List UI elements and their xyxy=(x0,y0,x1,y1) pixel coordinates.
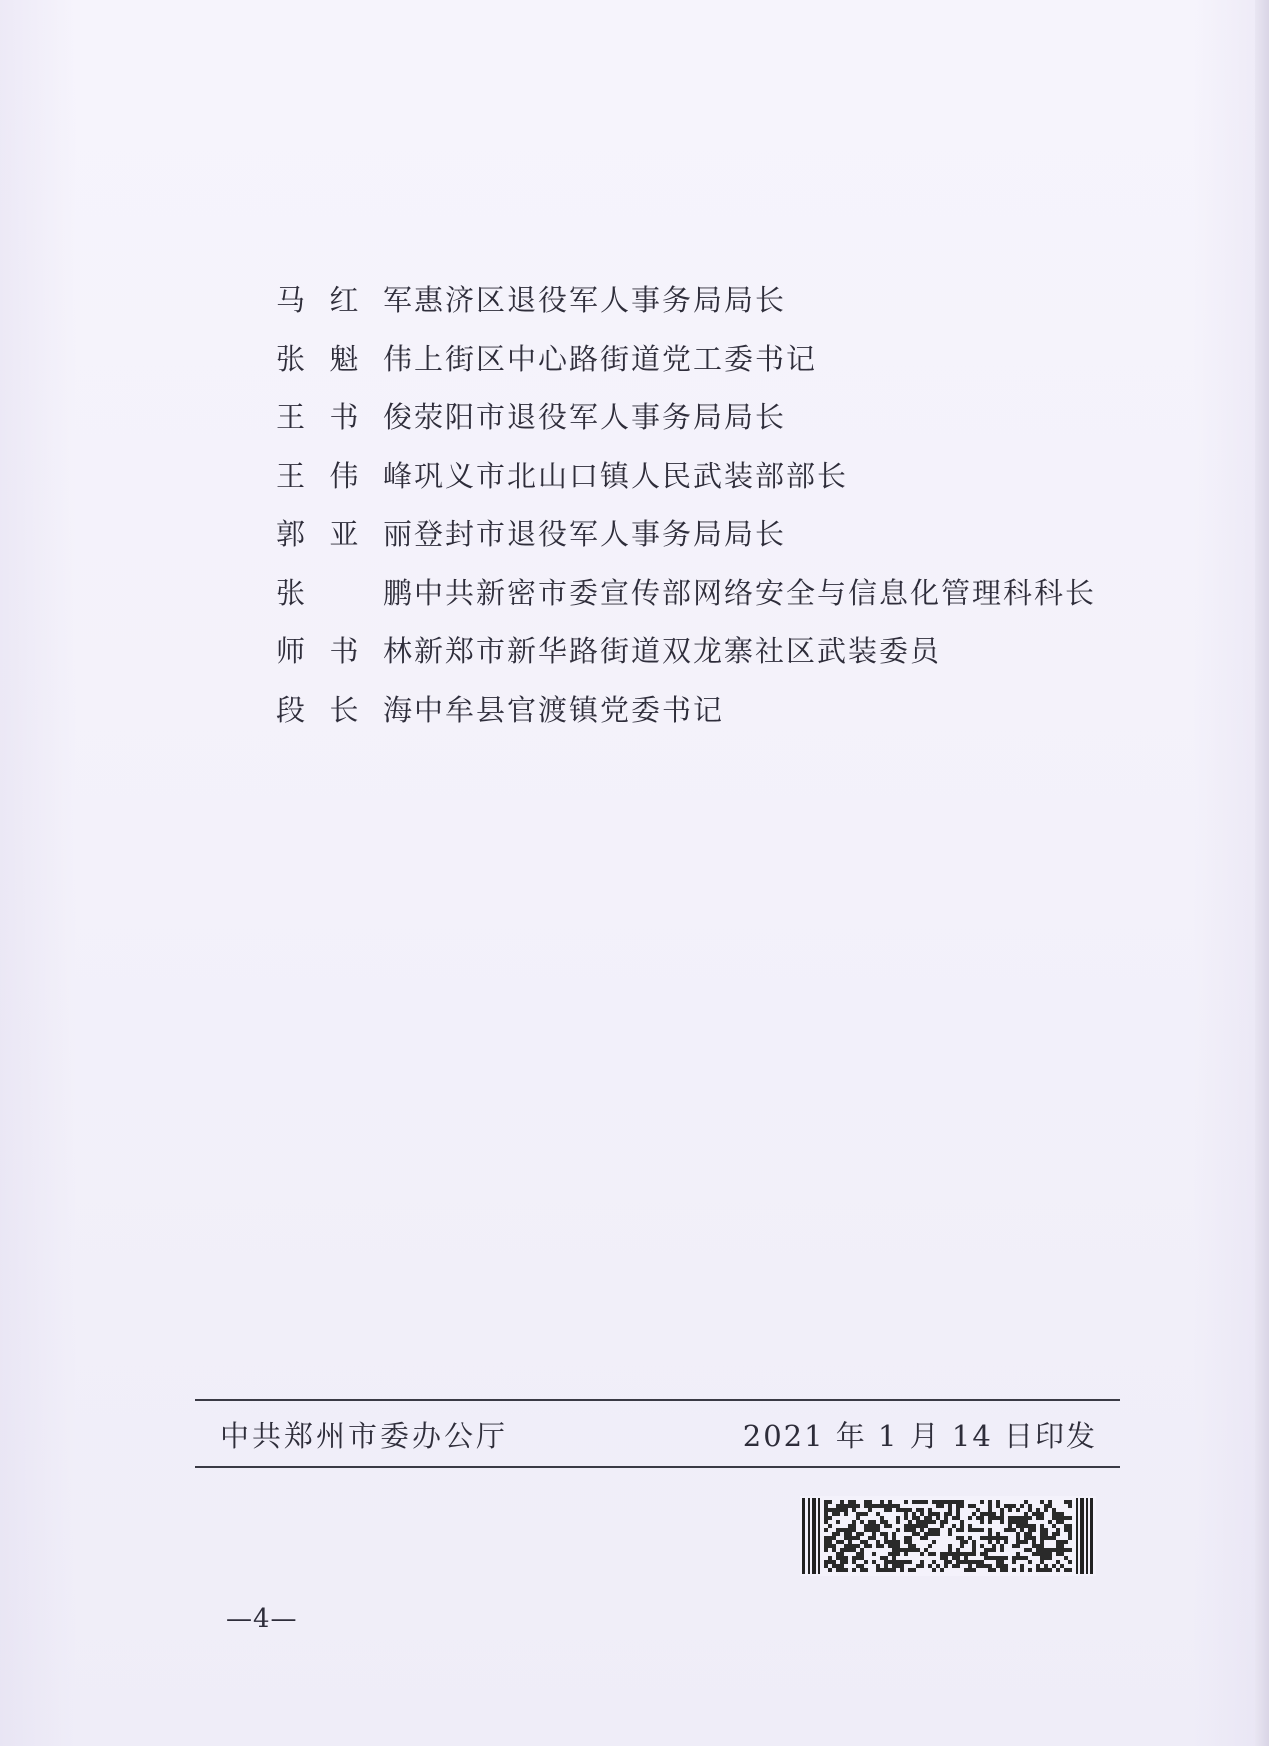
roster-row xyxy=(276,278,1136,337)
footer-bottom-rule xyxy=(195,1466,1120,1468)
roster-title: 中共新密市委宣传部网络安全与信息化管理科科长 xyxy=(414,575,1097,610)
roster-name: 师书林 xyxy=(276,634,414,668)
roster-title: 登封市退役军人事务局局长 xyxy=(414,517,787,551)
roster-row xyxy=(276,571,1136,630)
roster-name: 张 鹏 xyxy=(276,575,414,610)
roster-name: 张魁伟 xyxy=(276,341,414,376)
roster-row xyxy=(276,337,1136,396)
roster-name: 段长海 xyxy=(276,692,414,727)
roster-name: 王伟峰 xyxy=(276,458,414,493)
roster-name: 王书俊 xyxy=(276,400,414,434)
roster-name: 马红军 xyxy=(276,283,414,317)
roster-title: 巩义市北山口镇人民武装部部长 xyxy=(414,458,849,493)
roster-title: 中牟县官渡镇党委书记 xyxy=(414,692,725,727)
roster-row xyxy=(276,454,1136,513)
roster-row xyxy=(276,629,1136,688)
roster-list xyxy=(276,278,1136,746)
roster-row xyxy=(276,512,1136,571)
roster-name: 郭亚丽 xyxy=(276,517,414,551)
footer-top-rule xyxy=(195,1399,1120,1401)
barcode-graphic xyxy=(800,1496,1096,1576)
page-number: —4— xyxy=(226,1604,298,1634)
roster-row xyxy=(276,395,1136,454)
roster-title: 惠济区退役军人事务局局长 xyxy=(414,283,787,317)
roster-row xyxy=(276,688,1136,747)
roster-title: 上街区中心路街道党工委书记 xyxy=(414,341,818,376)
roster-title: 新郑市新华路街道双龙寨社区武装委员 xyxy=(414,634,942,668)
issuer: 中共郑州市委办公厅 xyxy=(220,1419,509,1453)
paper-edge xyxy=(1255,0,1269,1746)
issue-date: 2021 年 1 月 14 日印发 xyxy=(742,1419,1097,1453)
roster-title: 荥阳市退役军人事务局局长 xyxy=(414,400,787,434)
